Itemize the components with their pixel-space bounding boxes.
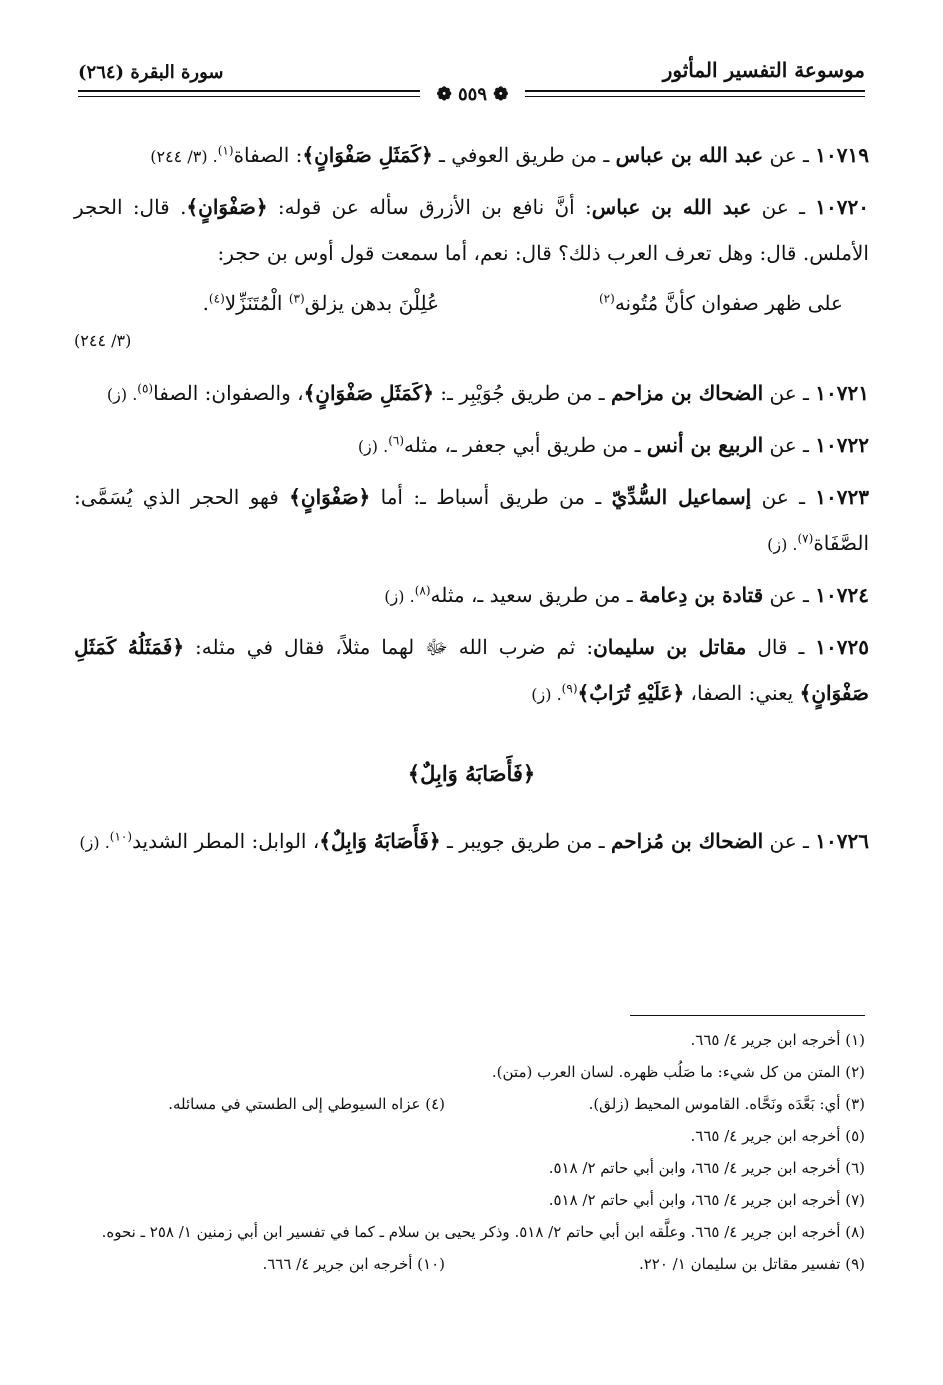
footnote-marker: (٢) (598, 291, 615, 306)
footnote-marker: (١) (217, 143, 234, 158)
footnote: (٦) أخرجه ابن جرير ٤/ ٦٦٥، وابن أبي حاتم ٢/ ٥١٨. (548, 1159, 865, 1177)
source-ref: . (ز) (384, 587, 415, 606)
narration-entry: ١٠٧٢٦ ـ عن الضحاك بن مُزاحم ـ من طريق جويبر ـ ﴿فَأَصَابَهُ وَابِلٌ﴾، الوابل: المطر الشديد$^{(١٠)}$. (ز) (79, 829, 869, 853)
page-number: ❁ ٥٥٩ ❁ (420, 84, 525, 106)
narrator-name: إسماعيل السُّدِّيّ (611, 485, 752, 509)
footnote: (١) أخرجه ابن جرير ٤/ ٦٦٥. (690, 1031, 865, 1049)
footnote-marker: (٧) (797, 531, 814, 546)
quran-quote: ﴿عَلَيْهِ تُرَابٌ﴾ (577, 681, 685, 705)
footnote-marker: (٣) (288, 291, 305, 306)
footnote: (٣) أي: بَعَّدَه ونَحَّاه. القاموس المحيط (زلق). (588, 1095, 865, 1113)
quran-quote: ﴿كَمَثَلِ صَفْوَانٍ﴾ (303, 381, 434, 405)
quran-quote: ﴿كَمَثَلِ صَفْوَانٍ﴾ (302, 143, 433, 167)
source-ref: . (ز) (767, 535, 798, 554)
narration-entry: ١٠٧٢٥ ـ قال مقاتل بن سليمان: ثم ضرب الله ﷻ لهما مثلاً، فقال في مثله: ﴿فَمَثَلُهُ كَمَثَلِ صَفْوَانٍ﴾ يعني: الصفا، ﴿عَلَيْهِ تُرَابٌ﴾$^{(٩)}$. (ز) (74, 635, 869, 705)
footnote-row (74, 1248, 865, 1280)
source-ref: (٣/ ٢٤٤) (74, 331, 132, 350)
section-heading: ﴿فَأَصَابَهُ وَابِلٌ﴾ (407, 761, 536, 786)
narration-number: ١٠٧١٩ (815, 143, 869, 167)
narration-number: ١٠٧٢٢ (815, 433, 869, 457)
narrator-name: الربيع بن أنس (646, 433, 764, 457)
quran-quote: ﴿فَأَصَابَهُ وَابِلٌ﴾ (319, 829, 441, 853)
footnote: (٩) تفسير مقاتل بن سليمان ١/ ٢٢٠. (638, 1255, 865, 1273)
narrator-name: مقاتل بن سليمان (593, 635, 747, 659)
footnote-marker: (٦) (388, 433, 405, 448)
narration-entry: ١٠٧٢٠ ـ عن عبد الله بن عباس: أنَّ نافع بن الأزرق سأله عن قوله: ﴿صَفْوَانٍ﴾. قال: الحجر الأملس. قال: وهل تعرف العرب ذلك؟ قال: نعم، أما سمعت قول أوس بن حجر: (74, 195, 869, 265)
footnote-marker: (٥) (137, 381, 154, 396)
main-text (74, 132, 869, 870)
source-ref: . (ز) (531, 685, 562, 704)
verse-first-hemistich: على ظهر صفوان كأنَّ مُتُونه$^{(٢)}$ (598, 291, 843, 315)
footnote-marker: (١٠) (109, 829, 133, 844)
source-ref: . (ز) (79, 833, 110, 852)
narration-entry: ١٠٧١٩ ـ عن عبد الله بن عباس ـ من طريق العوفي ـ ﴿كَمَثَلِ صَفْوَانٍ﴾: الصفاة$^{(١)}$. (٣/ ٢٤٤) (150, 143, 869, 167)
narration-entry: ١٠٧٢٤ ـ عن قتادة بن دِعامة ـ من طريق سعيد ـ، مثله$^{(٨)}$. (ز) (384, 583, 869, 607)
verse-second-hemistich: عُلِلْنَ بدهن يزلق$^{(٣)}$ الْمُتَنَزِّلا$^{(٤)}$. (202, 291, 439, 315)
footnote-marker: (٤) (208, 291, 225, 306)
narrator-name: عبد الله بن عباس (615, 143, 764, 167)
footnote: (٨) أخرجه ابن جرير ٤/ ٦٦٥. وعلَّقه ابن أبي حاتم ٢/ ٥١٨. وذكر يحيى بن سلام ـ كما في تفسير ابن أبي زمنين ١/ ٢٥٨ ـ نحوه. (101, 1223, 865, 1241)
narrator-name: قتادة بن دِعامة (639, 583, 764, 607)
running-header-title: موسوعة التفسير المأثور (662, 58, 865, 82)
narration-number: ١٠٧٢٥ (815, 635, 869, 659)
source-ref: . (ز) (106, 385, 138, 404)
narration-number: ١٠٧٢٣ (815, 485, 870, 509)
footnote-separator (630, 1015, 865, 1016)
poetry-verse (74, 280, 869, 326)
footnote-row (74, 1088, 865, 1120)
narration-entry: ١٠٧٢١ ـ عن الضحاك بن مزاحم ـ من طريق جُوَيْبِر ـ: ﴿كَمَثَلِ صَفْوَانٍ﴾، والصفوان: الصفا$^{(٥)}$. (ز) (106, 381, 869, 405)
footnote: (٥) أخرجه ابن جرير ٤/ ٦٦٥. (690, 1127, 865, 1145)
footnote: (٧) أخرجه ابن جرير ٤/ ٦٦٥، وابن أبي حاتم ٢/ ٥١٨. (548, 1191, 865, 1209)
narrator-name: الضحاك بن مزاحم (611, 381, 764, 405)
narration-number: ١٠٧٢٤ (815, 583, 869, 607)
footnotes (74, 1024, 865, 1280)
quran-quote: ﴿صَفْوَانٍ﴾ (186, 195, 268, 219)
running-header-surah: سورة البقرة (٢٦٤) (78, 62, 224, 83)
narrator-name: الضحاك بن مُزاحم (611, 829, 764, 853)
narration-entry: ١٠٧٢٢ ـ عن الربيع بن أنس ـ من طريق أبي جعفر ـ، مثله$^{(٦)}$. (ز) (357, 433, 869, 457)
source-ref: . (ز) (357, 437, 389, 456)
narration-number: ١٠٧٢١ (815, 381, 869, 405)
narration-entry: ١٠٧٢٣ ـ عن إسماعيل السُّدِّيّ ـ من طريق أسباط ـ: أما ﴿صَفْوَانٍ﴾ فهو الحجر الذي يُسَمَّى: الصَّفَاة$^{(٧)}$. (ز) (74, 485, 870, 555)
footnote: (١٠) أخرجه ابن جرير ٤/ ٦٦٦. (262, 1255, 445, 1273)
footnote: (٢) المتن من كل شيء: ما صَلُب ظهره. لسان العرب (متن). (491, 1063, 865, 1081)
quran-quote: ﴿صَفْوَانٍ﴾ (289, 485, 371, 509)
narrator-name: عبد الله بن عباس (591, 195, 752, 219)
narration-number: ١٠٧٢٠ (815, 195, 869, 219)
footnote-marker: (٨) (414, 583, 431, 598)
source-ref: . (٣/ ٢٤٤) (150, 147, 218, 166)
quran-quote: ﴿فَمَثَلُهُ كَمَثَلِ صَفْوَانٍ﴾ (74, 635, 869, 705)
footnote: (٤) عزاه السيوطي إلى الطستي في مسائله. (168, 1095, 445, 1113)
narration-number: ١٠٧٢٦ (815, 829, 869, 853)
footnote-marker: (٩) (561, 681, 578, 696)
